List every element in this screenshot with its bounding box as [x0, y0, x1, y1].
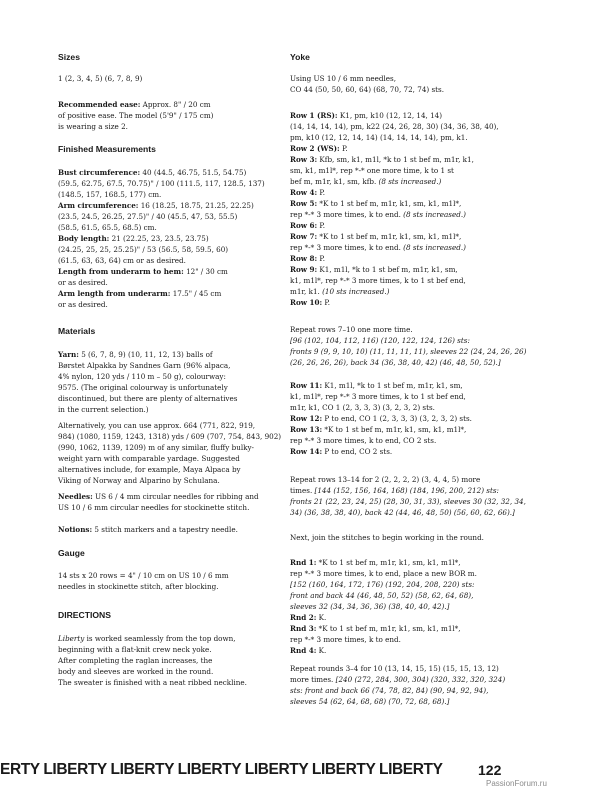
yoke-heading: Yoke: [290, 52, 310, 62]
rounds-1-4: Rnd 1: *K to 1 st bef m, m1r, k1, sm, k1, m1l*, rep *-* 3 more times, k to end, place a new BOR m. [152 (160, 164, 172, 176) (192, 204, 208, 220) sts: front and back 44 (46, 48, 50, 52) (58, 62, 64, 68), sleeves 32 (34, 34, 36, 36) (38, 40, 40, 42).] Rnd 2: K. Rnd 3: *K to 1 st bef m, m1r, k1, sm, k1, m1l*, rep *-* 3 more times, k to end. Rnd 4: K.: [290, 558, 477, 655]
sizes-list: 1 (2, 3, 4, 5) (6, 7, 8, 9): [58, 74, 143, 83]
directions-text: Liberty is worked seamlessly from the top down, beginning with a flat-knit crew neck yoke. After completing the raglan increases, the body and sleeves are worked in the round. The sweater is finished with a neat ribbed neckline.: [58, 634, 247, 687]
recommended-ease: Recommended ease: Approx. 8" / 20 cm of positive ease. The model (5'9" / 175 cm) is wearing a size 2.: [58, 100, 214, 131]
repeat-rows-7-10: Repeat rows 7–10 one more time. [96 (102, 104, 112, 116) (120, 122, 124, 126) sts: fronts 9 (9, 9, 10, 10) (11, 11, 11, 11), sleeves 22 (24, 24, 26, 26) (26, 26, 26, 26), back 34 (36, 38, 40, 42) (46, 48, 50, 52).]: [290, 325, 527, 367]
body-length: Body length: 21 (22.25, 23, 23.5, 23.75) (24.25, 25, 25, 25.25)" / 53 (56.5, 58, 59.5, 60) (61.5, 63, 63, 64) cm or as desired.: [58, 234, 229, 265]
arm-length: Arm length from underarm: 17.5" / 45 cm or as desired.: [58, 289, 222, 309]
arm-circumference: Arm circumference: 16 (18.25, 18.75, 21.25, 22.25) (23.5, 24.5, 26.25, 27.5)" / 40 (45.5, 47, 53, 55.5) (58.5, 61.5, 65.5, 68.5) cm.: [58, 201, 254, 232]
needles-info: Needles: US 6 / 4 mm circular needles for ribbing and US 10 / 6 mm circular needles for stockinette stitch.: [58, 492, 259, 512]
repeat-rounds-3-4: Repeat rounds 3–4 for 10 (13, 14, 15, 15) (15, 15, 13, 12) more times. [240 (272, 284, 300, 304) (320, 332, 320, 324) sts: front and back 66 (74, 78, 82, 84) (90, 94, 92, 94), sleeves 54 (62, 64, 68, 68) (70, 72, 68, 68).]: [290, 664, 506, 706]
yoke-rows-11-14: Row 11: K1, m1l, *k to 1 st bef m, m1r, k1, sm, k1, m1l*, rep *-* 3 more times, k to 1 st bef end, m1r, k1, CO 1 (2, 3, 3, 3) (3, 2, 3, 2) sts. Row 12: P to end, CO 1 (2, 3, 3, 3) (3, 2, 3, 2) sts. Row 13: *K to 1 st bef m, m1r, k1, sm, k1, m1l*, rep *-* 3 more times, k to end, CO 2 sts. Row 14: P to end, CO 2 sts.: [290, 381, 472, 456]
page-number: 122: [478, 762, 502, 778]
sizes-heading: Sizes: [58, 52, 80, 62]
underarm-length: Length from underarm to hem: 12" / 30 cm or as desired.: [58, 267, 228, 287]
notions-info: Notions: 5 stitch markers and a tapestry needle.: [58, 525, 238, 534]
finished-heading: Finished Measurements: [58, 144, 156, 154]
yoke-rows-1-10: Row 1 (RS): K1, pm, k10 (12, 12, 14, 14) (14, 14, 14, 14), pm, k22 (24, 26, 28, 30) (34, 36, 38, 40), pm, k10 (12, 12, 14, 14) (14, 14, 14, 14), pm, k1. Row 2 (WS): P. Row 3: Kfb, sm, k1, m1l, *k to 1 st bef m, m1r, k1, sm, k1, m1l*, rep *-* one more time, k to 1 st bef m, m1r, k1, sm, kfb. (8 sts increased.) Row 4: P. Row 5: *K to 1 st bef m, m1r, k1, sm, k1, m1l*, rep *-* 3 more times, k to end. (8 sts increased.) Row 6: P. Row 7: *K to 1 st bef m, m1r, k1, sm, k1, m1l*, rep *-* 3 more times, k to end. (8 sts increased.) Row 8: P. Row 9: K1, m1l, *k to 1 st bef m, m1r, k1, sm, k1, m1l*, rep *-* 3 more times, k to 1 st bef end, m1r, k1. (10 sts increased.) Row 10: P.: [290, 111, 499, 307]
gauge-heading: Gauge: [58, 548, 85, 558]
site-watermark: PassionForum.ru: [486, 779, 547, 788]
repeat-rows-13-14: Repeat rows 13–14 for 2 (2, 2, 2, 2) (3, 4, 4, 5) more times. [144 (152, 156, 164, 168) (184, 196, 200, 212) sts: fronts 21 (22, 23, 24, 25) (28, 30, 31, 33), sleeves 30 (32, 32, 34, 34) (36, 38, 38, 40), back 42 (44, 46, 48, 50) (56, 60, 62, 66).]: [290, 475, 526, 517]
yoke-setup: Using US 10 / 6 mm needles, CO 44 (50, 50, 60, 64) (68, 70, 72, 74) sts.: [290, 74, 445, 94]
liberty-watermark: ERTY LIBERTY LIBERTY LIBERTY LIBERTY LIBERTY LIBERTY: [0, 761, 443, 778]
gauge-info: 14 sts x 20 rows = 4" / 10 cm on US 10 / 6 mm needles in stockinette stitch, after blocking.: [58, 571, 229, 591]
page-footer: [0, 760, 594, 790]
join-in-round: Next, join the stitches to begin working in the round.: [290, 533, 484, 542]
yarn-info: Yarn: 5 (6, 7, 8, 9) (10, 11, 12, 13) balls of Børstet Alpakka by Sandnes Garn (96% alpaca, 4% nylon, 120 yds / 110 m – 50 g), colourway: 9575. (The original colourway is unfortunately discontinued, but there are plenty of alternatives in the current selection.): [58, 350, 238, 414]
yarn-alternatives: Alternatively, you can use approx. 664 (771, 822, 919, 984) (1080, 1159, 1243, 1318) yds / 609 (707, 754, 843, 902) (990, 1062, 1139, 1209) m of any similar, fluffy bulky- weight yarn with comparable yardage. Suggested alternatives include, for example, Maya Alpaca by Viking of Norway and Alparino by Schulana.: [58, 421, 282, 485]
bust-circumference: Bust circumference: 40 (44.5, 46.75, 51.5, 54.75) (59.5, 62.75, 67.5, 70.75)" / 100 (111.5, 117, 128.5, 137) (148.5, 157, 168.5, 177) cm.: [58, 168, 265, 199]
materials-heading: Materials: [58, 326, 96, 336]
directions-heading: DIRECTIONS: [58, 610, 111, 620]
